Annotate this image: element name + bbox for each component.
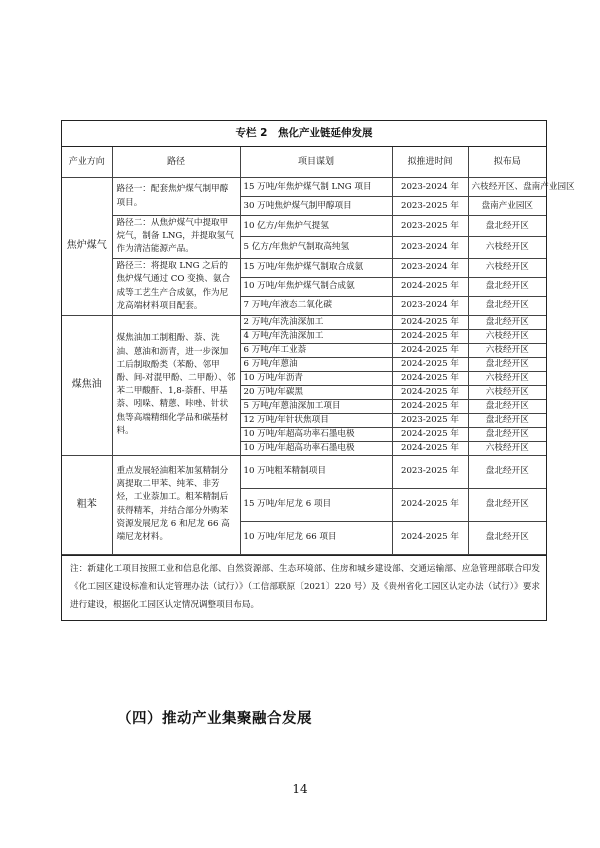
project-cell: 30 万吨焦炉煤气制甲醇项目 bbox=[240, 197, 392, 216]
project-cell: 12 万吨/年针状焦项目 bbox=[240, 413, 392, 427]
time-cell: 2024-2025 年 bbox=[392, 371, 468, 385]
table-row bbox=[62, 258, 546, 277]
time-cell: 2023-2025 年 bbox=[392, 216, 468, 237]
location-cell: 盘北经开区 bbox=[468, 427, 546, 441]
project-cell: 10 万吨/年沥青 bbox=[240, 371, 392, 385]
section-heading: （四）推动产业集聚融合发展 bbox=[117, 711, 312, 727]
header-location: 拟布局 bbox=[468, 147, 546, 178]
location-cell: 六枝经开区 bbox=[468, 371, 546, 385]
project-cell: 6 万吨/年工业萘 bbox=[240, 343, 392, 357]
project-cell: 6 万吨/年蒽油 bbox=[240, 357, 392, 371]
header-time: 拟推进时间 bbox=[392, 147, 468, 178]
time-cell: 2024-2025 年 bbox=[392, 399, 468, 413]
location-cell: 盘北经开区 bbox=[468, 413, 546, 427]
time-cell: 2024-2025 年 bbox=[392, 488, 468, 521]
header-route: 路径 bbox=[112, 147, 240, 178]
location-cell: 盘北经开区 bbox=[468, 277, 546, 296]
location-cell: 盘北经开区 bbox=[468, 488, 546, 521]
location-cell: 六枝经开区 bbox=[468, 385, 546, 399]
project-cell: 2 万吨/年洗油深加工 bbox=[240, 315, 392, 329]
feature-box bbox=[61, 120, 575, 621]
project-cell: 7 万吨/年液态二氧化碳 bbox=[240, 296, 392, 315]
location-cell: 盘北经开区 bbox=[468, 399, 546, 413]
page-number: 14 bbox=[292, 782, 308, 796]
category-cell: 煤焦油 bbox=[62, 315, 112, 455]
time-cell: 2024-2025 年 bbox=[392, 441, 468, 455]
header-project: 项目谋划 bbox=[240, 147, 392, 178]
location-cell: 盘北经开区 bbox=[468, 521, 546, 554]
category-cell: 焦炉煤气 bbox=[62, 178, 112, 316]
time-cell: 2023-2024 年 bbox=[392, 258, 468, 277]
project-cell: 15 万吨/年焦炉煤气制 LNG 项目 bbox=[240, 178, 392, 197]
time-cell: 2023-2025 年 bbox=[392, 455, 468, 488]
route-cell: 路径三：将提取 LNG 之后的焦炉煤气通过 CO 变换、氨合成等工艺生产合成氨，作为尼龙高端材料项目配套。 bbox=[112, 258, 240, 315]
time-cell: 2024-2025 年 bbox=[392, 315, 468, 329]
time-cell: 2023-2025 年 bbox=[392, 197, 468, 216]
project-cell: 5 万吨/年蒽油深加工项目 bbox=[240, 399, 392, 413]
project-cell: 10 万吨/年尼龙 66 项目 bbox=[240, 521, 392, 554]
location-cell: 盘北经开区 bbox=[468, 216, 546, 237]
table-row bbox=[62, 315, 546, 329]
time-cell: 2023-2025 年 bbox=[392, 413, 468, 427]
footnote: 注：新建化工项目按照工业和信息化部、自然资源部、生态环境部、住房和城乡建设部、交通运输部、应急管理部联合印发《化工园区建设标准和认定管理办法（试行）》（工信部联原〔2021〕220 号）及《贵州省化工园区认定办法（试行）》要求进行建设，根据化工园区认定情况调整项目布局。 bbox=[62, 555, 546, 620]
location-cell: 六枝经开区、盘南产业园区 bbox=[468, 178, 546, 197]
location-cell: 六枝经开区 bbox=[468, 237, 546, 258]
table-row bbox=[62, 455, 546, 488]
location-cell: 盘南产业园区 bbox=[468, 197, 546, 216]
route-cell: 重点发展轻油粗苯加氢精制分离提取二甲苯、纯苯、非芳烃，工业萘加工。粗苯精制后获得精苯，并结合部分外购苯资源发展尼龙 6 和尼龙 66 高端尼龙材料。 bbox=[112, 455, 240, 554]
project-cell: 10 万吨/年超高功率石墨电极 bbox=[240, 441, 392, 455]
location-cell: 六枝经开区 bbox=[468, 343, 546, 357]
table-body bbox=[62, 178, 575, 555]
time-cell: 2024-2025 年 bbox=[392, 427, 468, 441]
header-row bbox=[62, 147, 546, 178]
time-cell: 2024-2025 年 bbox=[392, 343, 468, 357]
project-table bbox=[62, 147, 575, 555]
time-cell: 2024-2025 年 bbox=[392, 277, 468, 296]
category-cell: 粗苯 bbox=[62, 455, 112, 554]
location-cell: 盘北经开区 bbox=[468, 357, 546, 371]
time-cell: 2023-2024 年 bbox=[392, 296, 468, 315]
route-cell: 煤焦油加工制粗酚、萘、洗油、蒽油和沥青，进一步深加工后制取酚类（苯酚、邻甲酚、间-对混甲酚、二甲酚）、邻苯二甲酸酐、1,8-萘酐、甲基萘、吲哚、精蒽、咔唑、针状焦等高端精细化学品和碳基材料。 bbox=[112, 315, 240, 455]
project-cell: 15 万吨/年焦炉煤气制取合成氨 bbox=[240, 258, 392, 277]
time-cell: 2024-2025 年 bbox=[392, 521, 468, 554]
time-cell: 2023-2024 年 bbox=[392, 178, 468, 197]
box-title: 专栏 2 焦化产业链延伸发展 bbox=[62, 121, 546, 147]
project-cell: 10 亿方/年焦炉气提氢 bbox=[240, 216, 392, 237]
project-cell: 10 万吨粗苯精制项目 bbox=[240, 455, 392, 488]
route-cell: 路径二：从焦炉煤气中提取甲烷气，制备 LNG，并提取氢气作为清洁能源产品。 bbox=[112, 216, 240, 259]
time-cell: 2024-2025 年 bbox=[392, 357, 468, 371]
table-row bbox=[62, 178, 546, 197]
project-cell: 5 亿方/年焦炉气制取高纯氢 bbox=[240, 237, 392, 258]
project-cell: 4 万吨/年洗油深加工 bbox=[240, 329, 392, 343]
time-cell: 2023-2024 年 bbox=[392, 237, 468, 258]
project-cell: 10 万吨/年焦炉煤气制合成氨 bbox=[240, 277, 392, 296]
project-cell: 20 万吨/年碳黑 bbox=[240, 385, 392, 399]
location-cell: 六枝经开区 bbox=[468, 441, 546, 455]
route-cell: 路径一：配套焦炉煤气制甲醇项目。 bbox=[112, 178, 240, 216]
location-cell: 六枝经开区 bbox=[468, 258, 546, 277]
project-cell: 10 万吨/年超高功率石墨电极 bbox=[240, 427, 392, 441]
location-cell: 盘北经开区 bbox=[468, 455, 546, 488]
project-cell: 15 万吨/年尼龙 6 项目 bbox=[240, 488, 392, 521]
location-cell: 六枝经开区 bbox=[468, 329, 546, 343]
time-cell: 2024-2025 年 bbox=[392, 385, 468, 399]
location-cell: 盘北经开区 bbox=[468, 315, 546, 329]
table-row bbox=[62, 216, 546, 237]
location-cell: 盘北经开区 bbox=[468, 296, 546, 315]
time-cell: 2024-2025 年 bbox=[392, 329, 468, 343]
header-category: 产业方向 bbox=[62, 147, 112, 178]
